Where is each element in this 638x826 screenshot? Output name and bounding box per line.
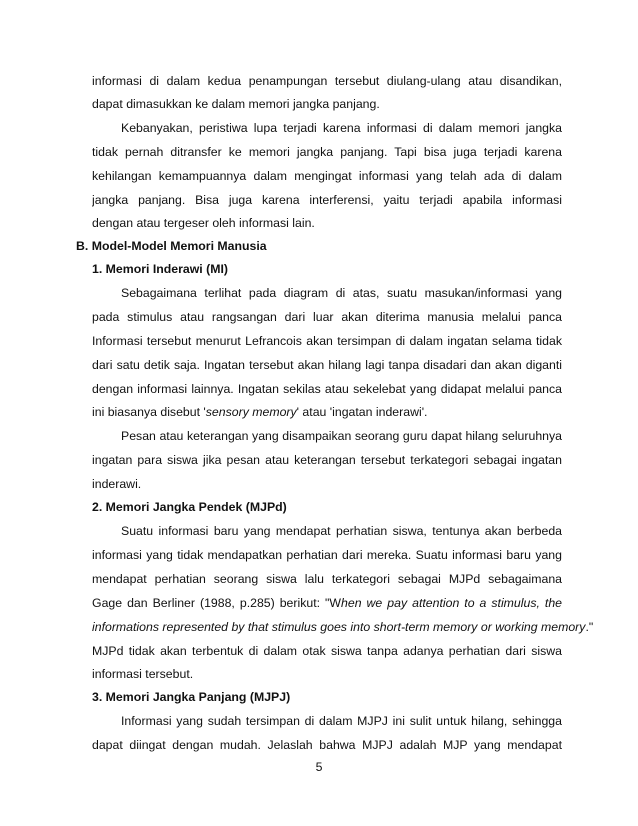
body-line: MJPd tidak akan terbentuk di dalam otak siswa tanpa adanya perhatian dari siswa [92,644,562,658]
body-line: Informasi tersebut menurut Lefrancois akan tersimpan di dalam ingatan selama tidak [92,334,562,348]
italic-term: sensory memory [205,405,297,419]
body-line: kehilangan kemampuannya dalam mengingat informasi yang telah ada di dalam [92,169,562,183]
text-run: ." [585,620,594,634]
body-line [92,619,593,635]
subsection-heading: 2. Memori Jangka Pendek (MJPd) [92,500,287,514]
subsection-heading: 3. Memori Jangka Panjang (MJPJ) [92,690,291,704]
body-line: Sebagaimana terlihat pada diagram di atas, suatu masukan/informasi yang [121,286,562,300]
body-line: dapat diingat dengan mudah. Jelaslah bahwa MJPJ adalah MJP yang mendapat [92,738,562,752]
body-line: dengan informasi lainnya. Ingatan sekilas atau sekelebat yang didapat melalui panca [92,382,562,396]
body-line: ingatan para siswa jika pesan atau keterangan tersebut terkategori sebagai ingatan [92,453,562,467]
body-line: jangka panjang. Bisa juga karena interferensi, yaitu terjadi apabila informasi [92,193,562,207]
body-line: Informasi yang sudah tersimpan di dalam MJPJ ini sulit untuk hilang, sehingga [121,714,562,728]
body-line: informasi di dalam kedua penampungan tersebut diulang-ulang atau disandikan, [92,74,562,88]
body-line: mendapat perhatian seorang siswa lalu terkategori sebagai MJPd sebagaimana [92,572,562,586]
body-line: informasi yang tidak mendapatkan perhatian dari mereka. Suatu informasi baru yang [92,548,562,562]
body-line: pada stimulus atau rangsangan dari luar akan diterima manusia melalui panca [92,310,562,324]
body-line: dapat dimasukkan ke dalam memori jangka panjang. [92,97,380,111]
body-line [92,595,562,611]
body-line: Suatu informasi baru yang mendapat perhatian siswa, tentunya akan berbeda [121,524,562,538]
body-line: tidak pernah ditransfer ke memori jangka panjang. Tapi bisa juga terjadi karena [92,145,562,159]
body-line: informasi tersebut. [92,667,194,681]
italic-quote: informations represented by that stimulus goes into short-term memory or working memory [92,620,586,634]
body-line: Kebanyakan, peristiwa lupa terjadi karena informasi di dalam memori jangka [121,121,562,135]
text-run: Gage dan Berliner (1988, p.285) berikut: "W [92,596,342,610]
section-heading: B. Model-Model Memori Manusia [76,239,267,253]
text-run: ' atau 'ingatan inderawi'. [296,405,428,419]
body-line: inderawi. [92,477,142,491]
body-line: Pesan atau keterangan yang disampaikan seorang guru dapat hilang seluruhnya [121,429,562,443]
body-line [92,404,427,420]
page-number: 5 [315,760,323,774]
subsection-heading: 1. Memori Inderawi (MI) [92,262,228,276]
text-run: ini biasanya disebut ' [92,405,206,419]
body-line: dengan atau tergeser oleh informasi lain. [92,216,315,230]
body-line: dari satu detik saja. Ingatan tersebut akan hilang lagi tanpa disadari dan akan diganti [92,358,562,372]
italic-quote: hen we pay attention to a stimulus, the [341,596,562,610]
